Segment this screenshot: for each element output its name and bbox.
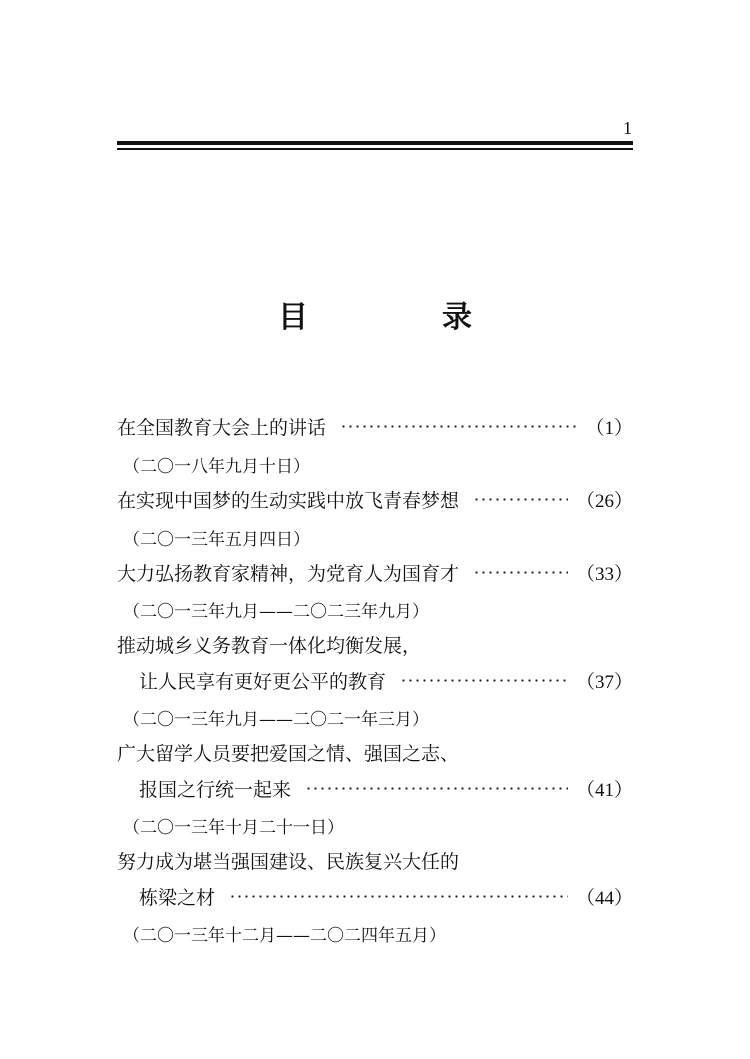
toc-entry-date xyxy=(123,807,633,843)
page-title: 目 录 xyxy=(278,300,524,335)
toc-entry-date xyxy=(123,446,633,482)
toc-entry-title: 推动城乡义务教育一体化均衡发展， xyxy=(117,634,422,657)
toc-entry-6[interactable] xyxy=(139,878,633,914)
header-rule-thin xyxy=(117,148,633,150)
toc-entry-date xyxy=(123,699,633,735)
leader-dots xyxy=(473,571,568,574)
leader-dots xyxy=(400,679,568,682)
toc-entry-4[interactable] xyxy=(139,662,633,698)
leader-dots xyxy=(473,498,568,501)
leader-dots xyxy=(340,425,577,428)
toc-entry-date-text: （二〇一八年九月十日） xyxy=(123,456,310,477)
toc-entry-date-text: （二〇一三年九月——二〇二一年三月） xyxy=(123,709,429,730)
toc-entry-date-text: （二〇一三年五月四日） xyxy=(123,529,310,550)
toc-entry-title: 让人民享有更好更公平的教育 xyxy=(139,670,387,693)
toc-entry-title: 大力弘扬教育家精神，为党育人为国育才 xyxy=(117,562,460,585)
toc-entry-6-line-1[interactable] xyxy=(117,842,633,878)
toc-entry-date-text: （二〇一三年十月二十一日） xyxy=(123,817,344,838)
toc-entry-title: 在全国教育大会上的讲话 xyxy=(117,416,327,439)
toc-entry-date xyxy=(123,915,633,951)
toc-entry-1[interactable] xyxy=(117,408,633,444)
leader-dots xyxy=(305,787,568,790)
toc-entry-title: 报国之行统一起来 xyxy=(139,778,292,801)
toc-entry-4-line-1[interactable] xyxy=(117,626,633,662)
toc-entry-title: 在实现中国梦的生动实践中放飞青春梦想 xyxy=(117,489,460,512)
toc-entry-page: （33） xyxy=(575,563,633,585)
toc-entry-5-line-1[interactable] xyxy=(117,734,633,770)
page-number: 1 xyxy=(623,118,632,138)
toc-entry-title: 努力成为堪当强国建设、民族复兴大任的 xyxy=(117,850,460,873)
toc-entry-2[interactable] xyxy=(117,481,633,517)
toc-entry-5[interactable] xyxy=(139,770,633,806)
toc-entry-date-text: （二〇一三年十二月——二〇二四年五月） xyxy=(123,925,446,946)
toc-entry-date-text: （二〇一三年九月——二〇二三年九月） xyxy=(123,601,429,622)
toc-entry-page: （1） xyxy=(585,417,633,439)
leader-dots xyxy=(229,895,568,898)
toc-entry-title: 广大留学人员要把爱国之情、强国之志、 xyxy=(117,742,460,765)
toc-entry-date xyxy=(123,519,633,555)
toc-entry-page: （26） xyxy=(575,490,633,512)
toc-entry-date xyxy=(123,591,633,627)
toc-entry-page: （44） xyxy=(575,887,633,909)
toc-entry-title: 栋梁之材 xyxy=(139,886,216,909)
toc-entry-page: （41） xyxy=(575,779,633,801)
toc-entry-3[interactable] xyxy=(117,554,633,590)
header-rule-thick xyxy=(117,141,633,145)
toc-entry-page: （37） xyxy=(575,671,633,693)
